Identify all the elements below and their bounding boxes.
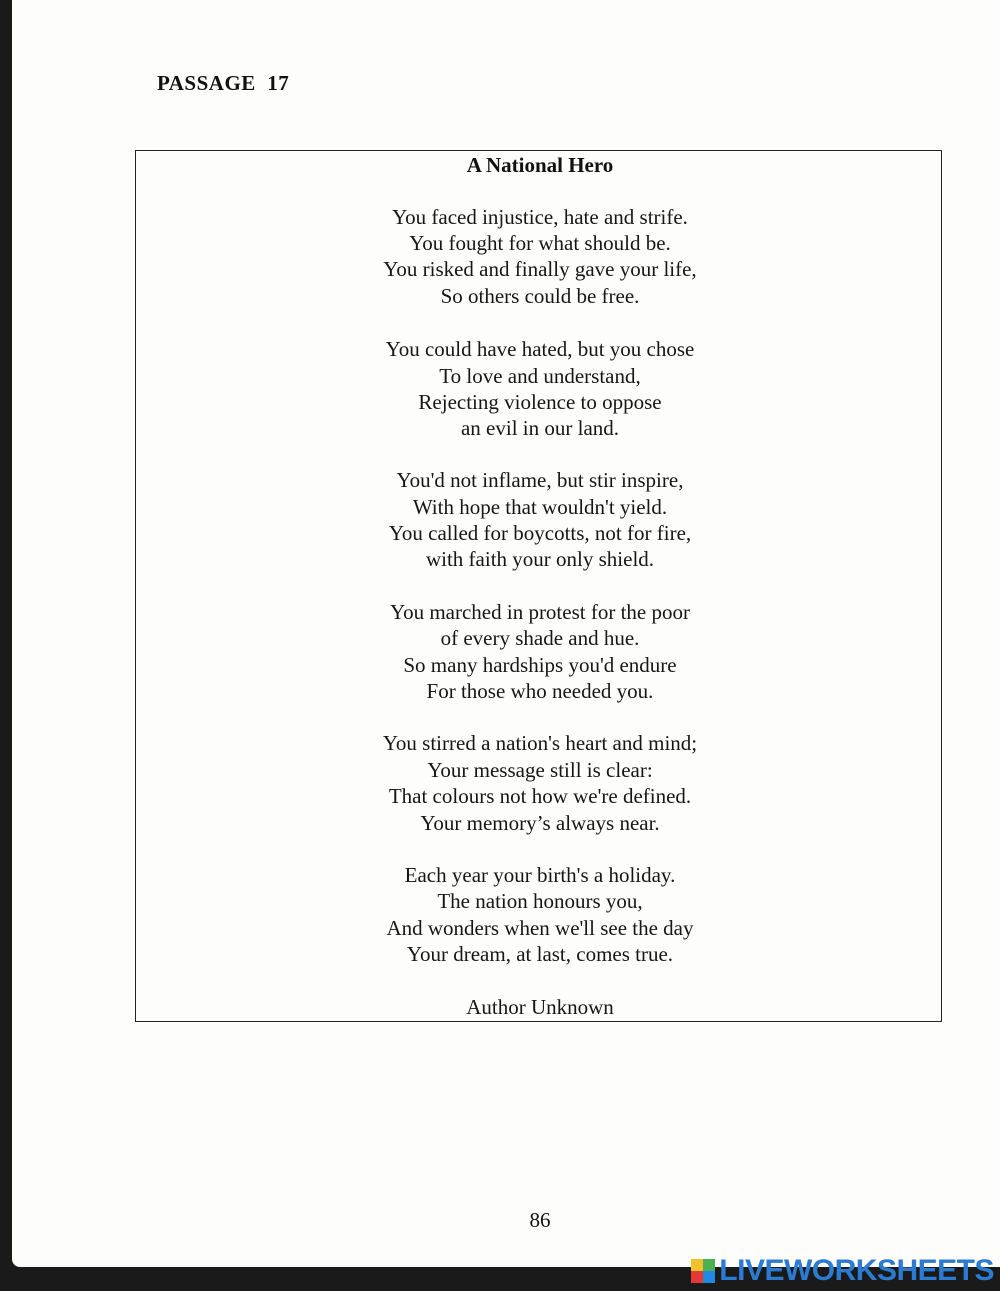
poem-title: A National Hero	[466, 153, 614, 177]
poem-line: That colours not how we're defined.	[388, 784, 692, 808]
poem-line: Rejecting violence to oppose	[418, 390, 662, 414]
poem-line: And wonders when we'll see the day	[386, 916, 694, 940]
poem-line: You stirred a nation's heart and mind;	[382, 731, 698, 755]
poem-line: an evil in our land.	[460, 416, 620, 440]
poem-line: So many hardships you'd endure	[403, 653, 677, 677]
watermark-text: LIVEWORKSHEETS	[719, 1254, 994, 1287]
poem-line: You risked and finally gave your life,	[383, 257, 697, 281]
poem-line: Each year your birth's a holiday.	[404, 863, 676, 887]
poem-line: You fought for what should be.	[409, 231, 671, 255]
poem-line: You called for boycotts, not for fire,	[388, 521, 692, 545]
poem-line: of every shade and hue.	[440, 626, 640, 650]
poem-line: With hope that wouldn't yield.	[412, 495, 668, 519]
poem-line: You faced injustice, hate and strife.	[392, 205, 688, 229]
liveworksheets-watermark[interactable]	[691, 1255, 994, 1287]
poem-line: Your message still is clear:	[427, 758, 653, 782]
passage-heading: PASSAGE 17	[157, 71, 290, 95]
poem-line: You could have hated, but you chose	[385, 337, 695, 361]
liveworksheets-logo-icon	[691, 1259, 715, 1283]
poem-line: Your memory’s always near.	[420, 811, 660, 835]
poem-line: You'd not inflame, but stir inspire,	[396, 468, 684, 492]
poem-line: To love and understand,	[439, 364, 641, 388]
poem-author: Author Unknown	[466, 995, 614, 1019]
poem-line: For those who needed you.	[426, 679, 654, 703]
poem-line: with faith your only shield.	[425, 547, 655, 571]
poem-line: You marched in protest for the poor	[390, 600, 690, 624]
poem-line: The nation honours you,	[437, 889, 643, 913]
poem-line: Your dream, at last, comes true.	[406, 942, 674, 966]
poem-line: So others could be free.	[440, 284, 640, 308]
page-number: 86	[529, 1208, 551, 1232]
